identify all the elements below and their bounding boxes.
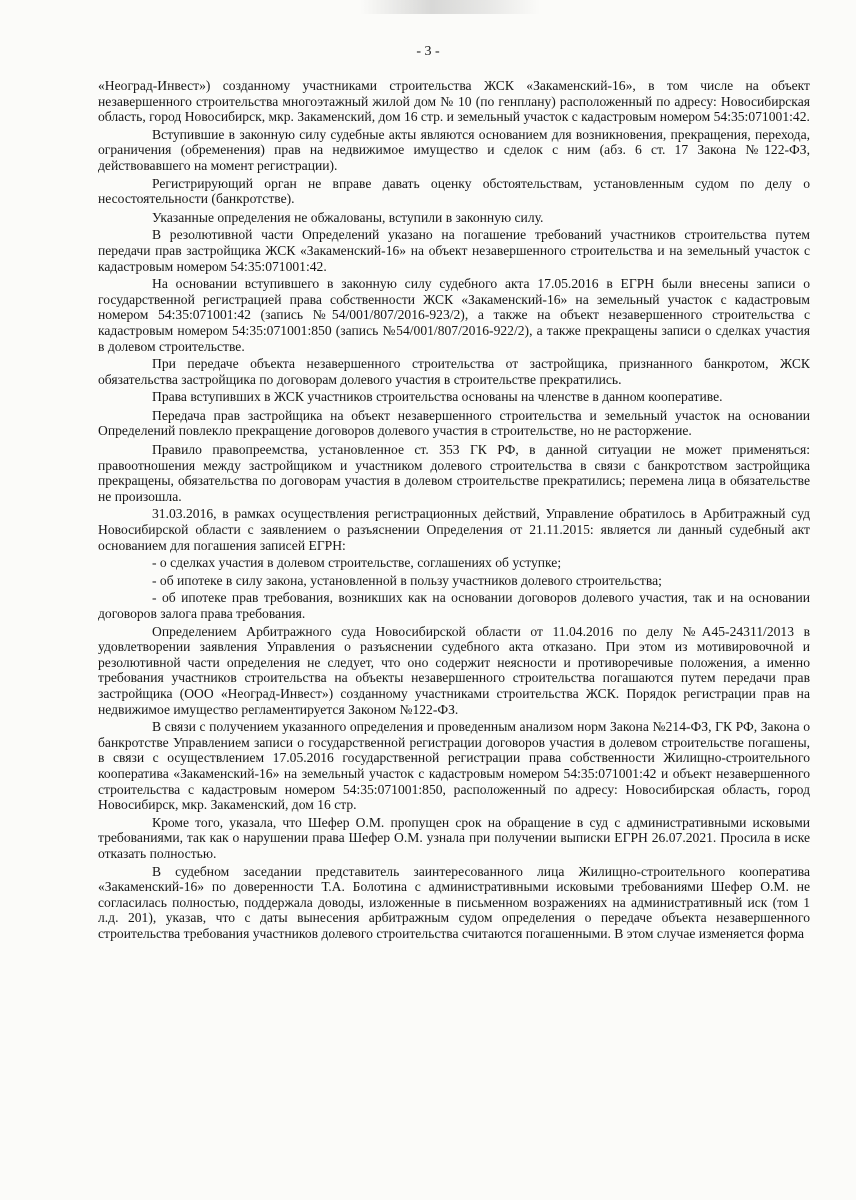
paragraph-11: 31.03.2016, в рамках осуществления регистрационных действий, Управление обратилось в Арбитражный суд Новосибирской области с заявлением о разъяснении Определения от 21.11.2015: является ли данный судебный акт основанием для погашения записей ЕГРН: [98,506,810,553]
list-item-1: - о сделках участия в долевом строительстве, соглашениях об уступке; [152,555,562,571]
paragraph-3: Регистрирующий орган не вправе давать оценку обстоятельствам, установленным судом по делу о несостоятельности (банкротстве). [98,175,810,207]
scan-artifact [360,0,540,14]
paragraph-7: При передаче объекта незавершенного строительства от застройщика, признанного банкротом, ЖСК обязательства застройщика по договорам долевого участия в строительстве прекратились. [98,356,810,387]
paragraph-12: Определением Арбитражного суда Новосибирской области от 11.04.2016 по делу №А45-24311/2013 в удовлетворении заявления Управления о разъяснении судебного акта отказано. При этом из мотивировочной и резолютивной части определения не следует, что оно содержит неясности и противоречивые положения, а именно требования участников строительства на объекты незавершенного строительства погашаются путем передачи прав застройщика (ООО «Неоград-Инвест») созданному участниками строительства ЖСК. Порядок регистрации прав на недвижимое имущество регламентируется Законом №122-ФЗ. [98,623,810,717]
list-item-2: - об ипотеке в силу закона, установленной в пользу участников долевого строительства; [152,572,662,588]
paragraph-13: В связи с получением указанного определения и проведенным анализом норм Закона №214-ФЗ, ГК РФ, Закона о банкротстве Управлением записи о государственной регистрации договоров участия в долевом строительстве погашены, в связи с осуществлением 17.05.2016 государственной регистрации права собственности Жилищно-строительного кооператива «Закаменский-16» на земельный участок с кадастровым номером 54:35:071001:42 и объект незавершенного строительства с кадастровым номером 54:35:071001:850, расположенный по адресу: Новосибирская область, город Новосибирск, мкр. Закаменский, дом 16 стр. [98,719,810,813]
paragraph-15: В судебном заседании представитель заинтересованного лица Жилищно-строительного кооператива «Закаменский-16» по доверенности Т.А. Болотина с административными исковыми требованиями Шефер О.М. не согласилась полностью, поддержала доводы, изложенные в письменном возражениях на административный иск (том 1 л.д. 201), указав, что с даты вынесения арбитражным судом определения о передаче объекта незавершенного строительства требования участников долевого строительства считаются погашенными. В этом случае изменяется форма [98,863,810,941]
paragraph-1: «Неоград-Инвест») созданному участниками строительства ЖСК «Закаменский-16», в том числе на объект незавершенного строительства многоэтажный жилой дом № 10 (по генплану) расположенный по адресу: Новосибирская область, город Новосибирск, мкр. Закаменский, дом 16 стр. и земельный участок с кадастровым номером 54:35:071001:42. [98,78,810,125]
paragraph-5: В резолютивной части Определений указано на погашение требований участников строительства путем передачи прав застройщика ЖСК «Закаменский-16» на объект незавершенного строительства и на земельный участок с кадастровым номером 54:35:071001:42. [98,227,810,274]
paragraph-9: Передача прав застройщика на объект незавершенного строительства и земельный участок на основании Определений повлекло прекращение договоров долевого участия в строительстве, но не расторжение. [98,407,810,439]
paragraph-8: Права вступивших в ЖСК участников строительства основаны на членстве в данном кооперативе. [152,389,723,405]
list-item-3: - об ипотеке прав требования, возникших как на основании договоров долевого участия, так и на основании договоров залога права требования. [98,590,810,621]
document-body [98,78,810,941]
page-number: - 3 - [416,44,440,59]
paragraph-10: Правило правопреемства, установленное ст. 353 ГК РФ, в данной ситуации не может применяться: правоотношения между застройщиком и участником долевого строительства в связи с банкротством застройщика прекращены, обязательства по договорам участия в долевом строительстве прекратились; перемена лица в обязательстве не произошла. [98,442,810,504]
paragraph-2: Вступившие в законную силу судебные акты являются основанием для возникновения, прекращения, перехода, ограничения (обременения) прав на недвижимое имущество и сделок с ним (абз. 6 ст. 17 Закона №122-ФЗ, действовавшего на момент регистрации). [98,126,810,173]
paragraph-4: Указанные определения не обжалованы, вступили в законную силу. [152,209,544,225]
paragraph-6: На основании вступившего в законную силу судебного акта 17.05.2016 в ЕГРН были внесены записи о государственной регистрацией права собственности ЖСК «Закаменский-16» на земельный участок с кадастровым номером 54:35:071001:42 (запись №54/001/807/2016-923/2), а также на объект незавершенного строительства с кадастровым номером 54:35:071001:850 (запись №54/001/807/2016-922/2), а также прекращены записи о сделках участия в долевом строительстве. [98,276,810,354]
paragraph-14: Кроме того, указала, что Шефер О.М. пропущен срок на обращение в суд с административными исковыми требованиями, так как о нарушении права Шефер О.М. узнала при получении выписки ЕГРН 26.07.2021. Просила в иске отказать полностью. [98,814,810,861]
